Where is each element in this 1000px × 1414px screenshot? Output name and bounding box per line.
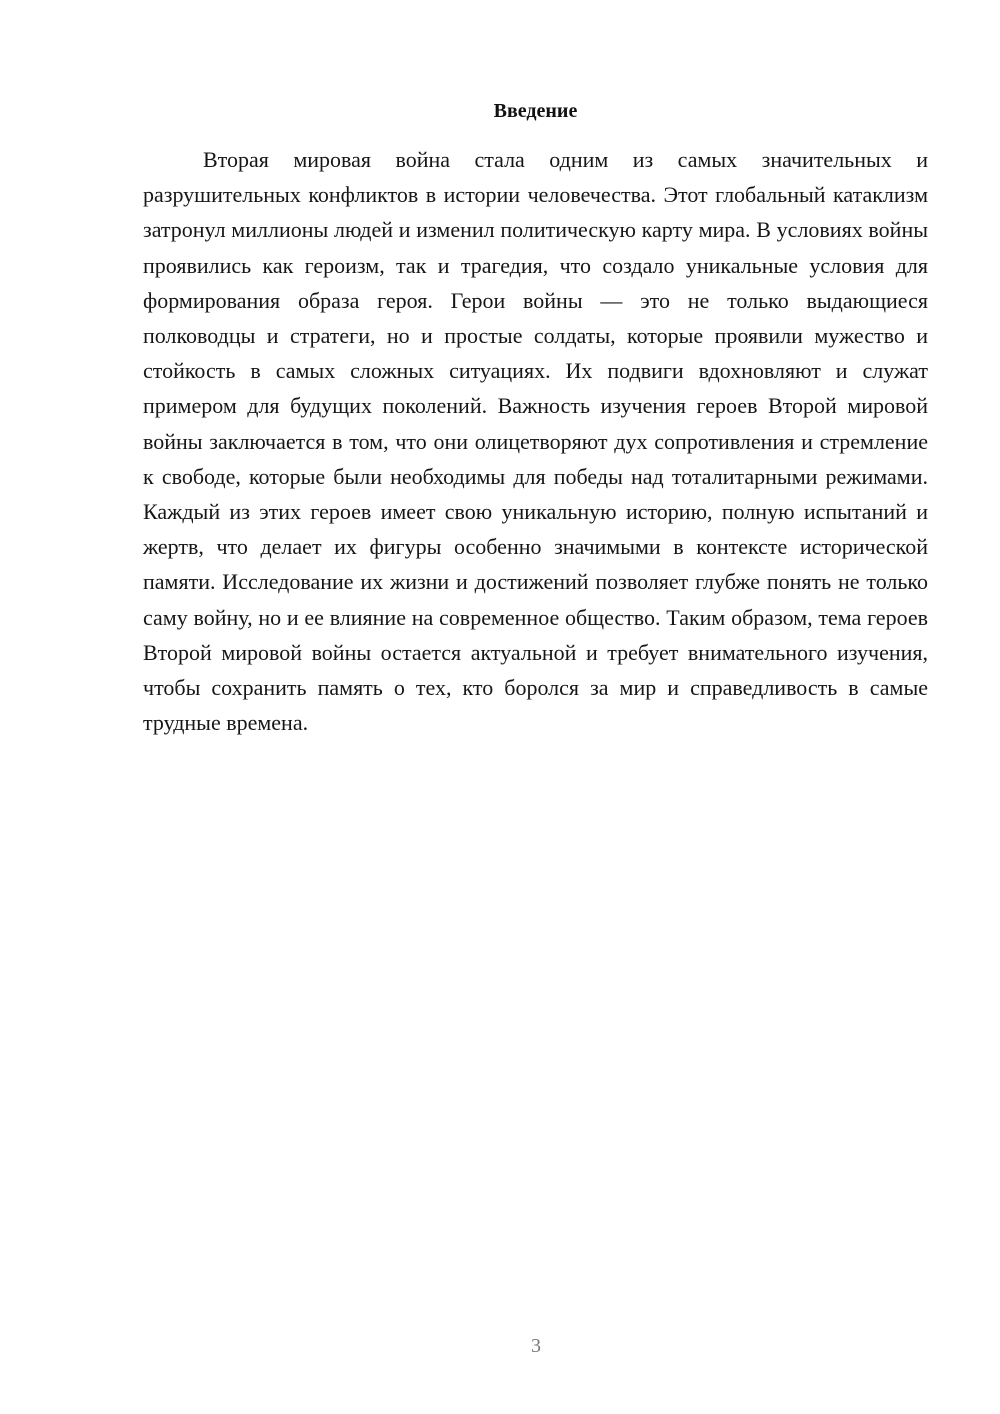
section-heading: Введение	[493, 100, 578, 122]
page-number: 3	[531, 1335, 541, 1357]
body-paragraph: Вторая мировая война стала одним из самых значительных и разрушительных конфликтов в истории человечества. Этот глобальный катаклизм затронул миллионы людей и изменил политическую карту мира. В условиях войны проявились как героизм, так и трагедия, что создало уникальные условия для формирования образа героя. Герои войны — это не только выдающиеся полководцы и стратеги, но и простые солдаты, которые проявили мужество и стойкость в самых сложных ситуациях. Их подвиги вдохновляют и служат примером для будущих поколений. Важность изучения героев Второй мировой войны заключается в том, что они олицетворяют дух сопротивления и стремление к свободе, которые были необходимы для победы над тоталитарными режимами. Каждый из этих героев имеет свою уникальную историю, полную испытаний и жертв, что делает их фигуры особенно значимыми в контексте исторической памяти. Исследование их жизни и достижений позволяет глубже понять не только саму войну, но и ее влияние на современное общество. Таким образом, тема героев Второй мировой войны остается актуальной и требует внимательного изучения, чтобы сохранить память о тех, кто боролся за мир и справедливость в самые трудные времена.	[143, 147, 928, 736]
